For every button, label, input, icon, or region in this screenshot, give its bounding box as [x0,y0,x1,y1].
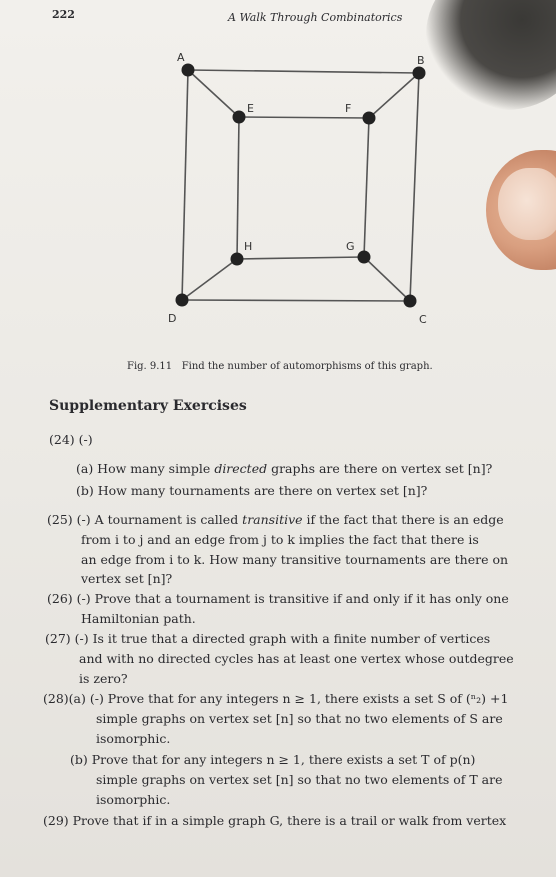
vertex-c [404,295,417,308]
edge-a-b [188,70,419,73]
exercise-24b: (b) How many tournaments are there on vertex set [n]? [76,483,428,498]
vertex-g [358,251,371,264]
running-head: A Walk Through Combinatorics [228,11,403,24]
exercise-26-line-2: Hamiltonian path. [81,611,196,626]
vertex-h [231,253,244,266]
exercise-28b-line-2: simple graphs on vertex set [n] so that no two elements of T are [96,772,503,787]
edge-e-f [239,117,369,118]
label-h: H [244,240,253,253]
label-d: D [168,312,177,325]
exercise-25-line-2: from i to j and an edge from j to k implies the fact that there is [81,532,479,547]
section-title: Supplementary Exercises [49,398,247,414]
edge-c-g [364,257,410,301]
label-f: F [345,102,352,115]
edge-f-g [364,118,369,257]
edge-d-c [182,300,410,301]
edge-a-d [182,70,188,300]
label-c: C [419,313,427,326]
exercise-24a: (a) How many simple directed graphs are there on vertex set [n]? [76,461,493,476]
exercise-28a-line-1: (28)(a) (-) Prove that for any integers n ≥ 1, there exists a set S of (ⁿ₂) +1 [43,691,509,706]
exercise-28a-line-2: simple graphs on vertex set [n] so that no two elements of S are [96,711,503,726]
edge-e-h [237,117,239,259]
vertex-a [182,64,195,77]
exercise-27-line-3: is zero? [79,671,128,686]
exercise-28b-line-1: (b) Prove that for any integers n ≥ 1, there exists a set T of p(n) [70,752,476,767]
label-a: A [177,51,185,64]
caption-text: Find the number of automorphisms of this graph. [181,361,433,372]
label-b: B [417,54,425,67]
edge-a-e [188,70,239,117]
exercise-26-line-1: (26) (-) Prove that a tournament is transitive if and only if it has only one [47,591,509,606]
page-number: 222 [52,8,75,21]
edge-h-g [237,257,364,259]
exercise-29-line-1: (29) Prove that if in a simple graph G, there is a trail or walk from vertex [43,813,507,828]
vertex-d [176,294,189,307]
exercise-25-line-4: vertex set [n]? [81,571,173,586]
edge-d-h [182,259,237,300]
caption-label: Fig. 9.11 [127,361,173,372]
exercise-28b-line-3: isomorphic. [96,792,171,807]
vertex-b [413,67,426,80]
exercise-25-line-3: an edge from i to k. How many transitive tournaments are there on [81,552,509,567]
figure-caption [127,361,433,372]
edge-b-f [369,73,419,118]
label-g: G [346,240,355,253]
vertex-e [233,111,246,124]
exercise-27-line-2: and with no directed cycles has at least one vertex whose outdegree [79,651,514,666]
exercise-27-line-1: (27) (-) Is it true that a directed graph with a finite number of vertices [45,631,491,646]
exercise-28a-line-3: isomorphic. [96,731,171,746]
label-e: E [247,102,254,115]
vertex-f [363,112,376,125]
exercise-25-line-1: (25) (-) A tournament is called transitive if the fact that there is an edge [47,512,504,527]
exercise-24-number: (24) (-) [49,432,93,447]
edge-b-c [410,73,419,301]
